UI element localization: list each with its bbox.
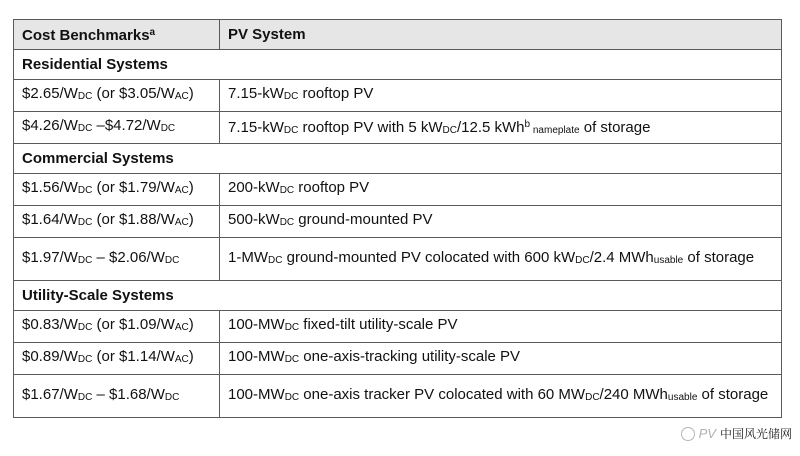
cell-text: rooftop PV xyxy=(294,179,370,196)
section-title: Commercial Systems xyxy=(14,144,782,174)
subscript-text: AC xyxy=(174,322,189,333)
watermark xyxy=(681,425,792,442)
watermark-text: 中国风光储网 xyxy=(719,427,792,441)
cell-text: $1.97/W xyxy=(22,248,78,266)
subscript-text: DC xyxy=(284,354,300,365)
cell-text: $0.89/W xyxy=(22,348,78,365)
cell-text: ) xyxy=(188,85,194,102)
cell-text: ground-mounted PV xyxy=(294,211,433,228)
subscript-text: AC xyxy=(174,217,189,228)
system-cell xyxy=(220,238,782,281)
subscript-text: DC xyxy=(164,391,180,403)
cell-text: one-axis-tracking utility-scale PV xyxy=(299,348,521,365)
cell-text: fixed-tilt utility-scale PV xyxy=(299,316,458,333)
cell-text: – $1.68/W xyxy=(92,385,165,403)
subscript-text: DC xyxy=(279,185,295,196)
cell-text: of storage xyxy=(683,248,755,266)
subscript-text: DC xyxy=(77,91,93,102)
subscript-text: DC xyxy=(77,185,93,196)
cost-cell xyxy=(14,343,220,375)
table-row xyxy=(14,375,782,418)
subscript-text: DC xyxy=(77,391,93,403)
cell-text: ground-mounted PV colocated with 600 kW xyxy=(282,248,576,266)
cell-text: /240 MWh xyxy=(599,385,668,403)
cost-cell xyxy=(14,375,220,418)
subscript-text: usable xyxy=(653,254,684,266)
system-cell xyxy=(220,206,782,238)
subscript-text: nameplate xyxy=(530,124,580,136)
system-cell xyxy=(220,112,782,144)
cost-cell xyxy=(14,80,220,112)
system-cell xyxy=(220,80,782,112)
subscript-text: DC xyxy=(160,123,176,134)
cell-text: $4.26/W xyxy=(22,117,78,134)
cell-text: –$4.72/W xyxy=(92,117,161,134)
cell-text: $2.65/W xyxy=(22,85,78,102)
subscript-text: DC xyxy=(442,124,457,136)
table-row xyxy=(14,206,782,238)
subscript-text: DC xyxy=(164,254,180,266)
cell-text: 500-kW xyxy=(228,211,280,228)
subscript-text: DC xyxy=(77,217,93,228)
cell-text: $1.67/W xyxy=(22,385,78,403)
cell-text: 1-MW xyxy=(228,248,268,266)
cell-text: 7.15-kW xyxy=(228,85,284,102)
subscript-text: DC xyxy=(77,254,93,266)
subscript-text: DC xyxy=(279,217,295,228)
subscript-text: AC xyxy=(174,185,189,196)
section-header-row xyxy=(14,144,782,174)
cell-text: 100-MW xyxy=(228,348,285,365)
subscript-text: DC xyxy=(77,123,93,134)
table-row xyxy=(14,80,782,112)
cell-text: 100-MW xyxy=(228,316,285,333)
cell-text: /12.5 kWh xyxy=(457,118,525,136)
superscript-text: b xyxy=(524,118,531,130)
subscript-text: DC xyxy=(575,254,590,266)
cost-cell xyxy=(14,174,220,206)
cell-text: of storage xyxy=(697,385,769,403)
header-cost-label: Cost Benchmarks xyxy=(22,27,150,44)
cell-text: ) xyxy=(188,316,194,333)
subscript-text: DC xyxy=(77,322,93,333)
cell-text: ) xyxy=(188,348,194,365)
table-row xyxy=(14,311,782,343)
section-title: Residential Systems xyxy=(14,50,782,80)
section-header-row xyxy=(14,50,782,80)
cell-text: (or $1.14/W xyxy=(92,348,175,365)
cell-text: $1.56/W xyxy=(22,179,78,196)
subscript-text: DC xyxy=(284,391,300,403)
cell-text: rooftop PV xyxy=(298,85,374,102)
cell-text: $0.83/W xyxy=(22,316,78,333)
wechat-icon xyxy=(681,427,695,441)
cell-text: ) xyxy=(188,179,194,196)
subscript-text: AC xyxy=(174,354,189,365)
subscript-text: DC xyxy=(284,322,300,333)
system-cell xyxy=(220,343,782,375)
system-cell xyxy=(220,311,782,343)
cell-text: of storage xyxy=(579,118,651,136)
header-row xyxy=(14,20,782,50)
subscript-text: DC xyxy=(77,354,93,365)
subscript-text: usable xyxy=(667,391,698,403)
watermark-logo: PV xyxy=(698,426,716,441)
section-header-row xyxy=(14,281,782,311)
cell-text: – $2.06/W xyxy=(92,248,165,266)
cell-text: (or $1.09/W xyxy=(92,316,175,333)
table-row xyxy=(14,112,782,144)
cell-text: (or $1.79/W xyxy=(92,179,175,196)
subscript-text: AC xyxy=(174,91,189,102)
footnote-marker: a xyxy=(149,27,156,38)
table-body xyxy=(14,50,782,418)
cell-text: (or $1.88/W xyxy=(92,211,175,228)
subscript-text: DC xyxy=(268,254,283,266)
subscript-text: DC xyxy=(283,91,299,102)
system-cell xyxy=(220,375,782,418)
table-row xyxy=(14,238,782,281)
cost-benchmark-table xyxy=(13,19,782,418)
header-pv-system: PV System xyxy=(220,20,782,50)
cell-text: 200-kW xyxy=(228,179,280,196)
cost-cell xyxy=(14,238,220,281)
cell-text: 100-MW xyxy=(228,385,285,403)
cell-text: one-axis tracker PV colocated with 60 MW xyxy=(299,385,586,403)
subscript-text: DC xyxy=(585,391,600,403)
system-cell xyxy=(220,174,782,206)
section-title: Utility-Scale Systems xyxy=(14,281,782,311)
cost-cell xyxy=(14,311,220,343)
header-cost-benchmarks xyxy=(14,20,220,50)
cell-text: $1.64/W xyxy=(22,211,78,228)
cell-text: 7.15-kW xyxy=(228,118,284,136)
cell-text: rooftop PV with 5 kW xyxy=(298,118,443,136)
cell-text: ) xyxy=(188,211,194,228)
cell-text: (or $3.05/W xyxy=(92,85,175,102)
table-row xyxy=(14,343,782,375)
cost-cell xyxy=(14,206,220,238)
table-row xyxy=(14,174,782,206)
cell-text: /2.4 MWh xyxy=(589,248,654,266)
cost-cell xyxy=(14,112,220,144)
subscript-text: DC xyxy=(283,124,299,136)
